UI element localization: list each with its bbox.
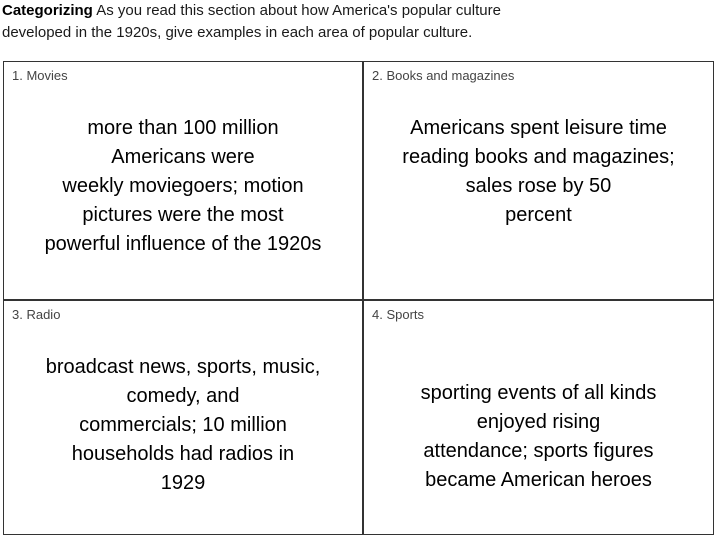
- instruction-line-1: [2, 0, 716, 22]
- cell-label-radio: 3. Radio: [12, 307, 61, 322]
- text-line: broadcast news, sports, music,: [45, 356, 321, 378]
- text-line: became American heroes: [425, 469, 652, 491]
- categorizing-keyword: Categorizing: [2, 2, 93, 19]
- cell-text-radio: [4, 353, 362, 498]
- category-grid: [3, 61, 714, 535]
- cell-movies: [4, 62, 362, 299]
- text-line: enjoyed rising: [476, 411, 601, 433]
- cell-label-movies: 1. Movies: [12, 68, 68, 83]
- text-line: percent: [505, 204, 572, 226]
- instruction-line-2: developed in the 1920s, give examples in each area of popular culture.: [2, 24, 473, 41]
- cell-radio: [4, 301, 362, 534]
- instruction-text-1: As you read this section about how America's popular culture: [96, 2, 501, 19]
- text-line: households had radios in: [71, 443, 295, 465]
- text-line: sales rose by 50: [465, 175, 612, 197]
- text-line: comedy, and: [126, 385, 240, 407]
- text-line: sporting events of all kinds: [420, 382, 657, 404]
- text-line: pictures were the most: [82, 204, 284, 226]
- text-line: Americans were: [111, 146, 255, 168]
- text-line: powerful influence of the 1920s: [44, 233, 322, 255]
- cell-label-sports: 4. Sports: [372, 307, 425, 322]
- text-line: attendance; sports figures: [423, 440, 654, 462]
- text-line: reading books and magazines;: [402, 146, 675, 168]
- cell-sports: [364, 301, 713, 534]
- cell-text-movies: [4, 114, 362, 259]
- cell-text-books-magazines: [364, 114, 713, 230]
- text-line: commercials; 10 million: [79, 414, 287, 436]
- cell-text-sports: [364, 379, 713, 495]
- cell-label-books-magazines: 2. Books and magazines: [372, 68, 515, 83]
- text-line: weekly moviegoers; motion: [62, 175, 304, 197]
- text-line: more than 100 million: [87, 117, 279, 139]
- instructions-header: [2, 0, 716, 44]
- text-line: Americans spent leisure time: [410, 117, 667, 139]
- cell-books-magazines: [364, 62, 713, 299]
- text-line: 1929: [160, 472, 206, 494]
